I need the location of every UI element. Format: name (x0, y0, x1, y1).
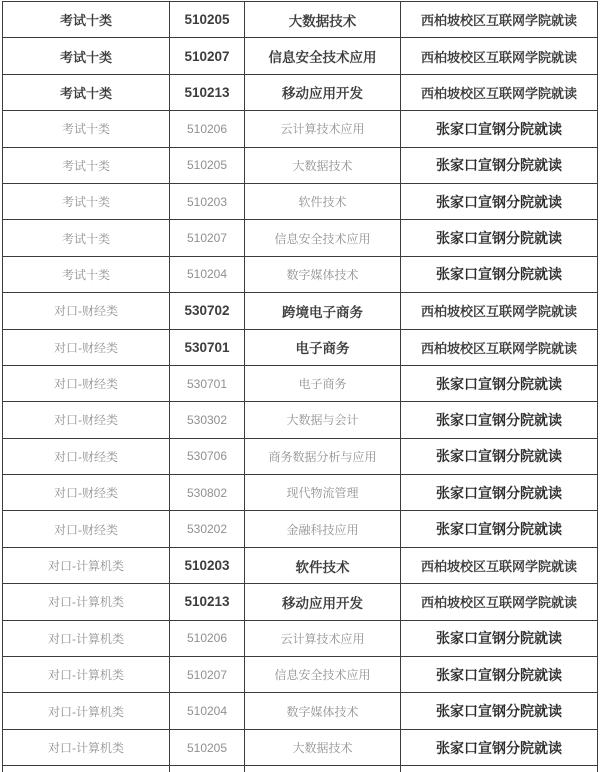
table-row (3, 256, 598, 292)
campus-cell: 西柏坡校区互联网学院就读 (401, 38, 598, 74)
campus-cell: 张家口宣钢分院就读 (401, 365, 598, 401)
majors-table (2, 1, 598, 772)
table-row (3, 329, 598, 365)
campus-cell: 张家口宣钢分院就读 (401, 438, 598, 474)
campus-cell: 张家口宣钢分院就读 (401, 475, 598, 511)
table-row (3, 475, 598, 511)
table-row (3, 365, 598, 401)
major-cell: 数字媒体技术 (245, 693, 401, 729)
category-cell: 对口-财经类 (3, 293, 170, 329)
major-cell: 商务数据分析与应用 (245, 438, 401, 474)
empty-cell (170, 766, 245, 772)
table-row (3, 511, 598, 547)
table-row (3, 547, 598, 583)
code-cell: 510205 (170, 2, 245, 38)
campus-cell: 西柏坡校区互联网学院就读 (401, 2, 598, 38)
campus-cell: 西柏坡校区互联网学院就读 (401, 584, 598, 620)
campus-cell: 张家口宣钢分院就读 (401, 402, 598, 438)
campus-cell: 张家口宣钢分院就读 (401, 220, 598, 256)
category-cell: 考试十类 (3, 220, 170, 256)
table-row (3, 729, 598, 765)
code-cell: 510213 (170, 74, 245, 110)
campus-cell: 张家口宣钢分院就读 (401, 620, 598, 656)
table-row (3, 74, 598, 110)
code-cell: 510204 (170, 693, 245, 729)
category-cell: 对口-计算机类 (3, 729, 170, 765)
major-cell: 大数据与会计 (245, 402, 401, 438)
category-cell: 对口-计算机类 (3, 547, 170, 583)
campus-cell: 西柏坡校区互联网学院就读 (401, 329, 598, 365)
code-cell: 510205 (170, 729, 245, 765)
code-cell: 510207 (170, 38, 245, 74)
table-row-partial (3, 766, 598, 772)
table-row (3, 183, 598, 219)
major-cell: 移动应用开发 (245, 74, 401, 110)
major-cell: 大数据技术 (245, 2, 401, 38)
table-row (3, 402, 598, 438)
table-row (3, 584, 598, 620)
major-cell: 电子商务 (245, 365, 401, 401)
code-cell: 510205 (170, 147, 245, 183)
major-cell: 大数据技术 (245, 729, 401, 765)
category-cell: 考试十类 (3, 111, 170, 147)
category-cell: 对口-计算机类 (3, 584, 170, 620)
campus-cell: 张家口宣钢分院就读 (401, 183, 598, 219)
table-row (3, 693, 598, 729)
table-row (3, 293, 598, 329)
campus-cell: 张家口宣钢分院就读 (401, 256, 598, 292)
category-cell: 考试十类 (3, 256, 170, 292)
campus-cell: 张家口宣钢分院就读 (401, 729, 598, 765)
code-cell: 510213 (170, 584, 245, 620)
campus-cell: 张家口宣钢分院就读 (401, 111, 598, 147)
code-cell: 510206 (170, 620, 245, 656)
campus-cell: 张家口宣钢分院就读 (401, 657, 598, 693)
category-cell: 对口-财经类 (3, 365, 170, 401)
code-cell: 530802 (170, 475, 245, 511)
category-cell: 对口-计算机类 (3, 620, 170, 656)
campus-cell: 张家口宣钢分院就读 (401, 693, 598, 729)
major-cell: 数字媒体技术 (245, 256, 401, 292)
table-row (3, 2, 598, 38)
major-cell: 云计算技术应用 (245, 111, 401, 147)
major-cell: 跨境电子商务 (245, 293, 401, 329)
code-cell: 530701 (170, 365, 245, 401)
table-row (3, 438, 598, 474)
table-row (3, 220, 598, 256)
major-cell: 软件技术 (245, 547, 401, 583)
category-cell: 对口-财经类 (3, 402, 170, 438)
major-cell: 信息安全技术应用 (245, 38, 401, 74)
category-cell: 考试十类 (3, 183, 170, 219)
code-cell: 530302 (170, 402, 245, 438)
category-cell: 对口-财经类 (3, 475, 170, 511)
majors-table-body (3, 2, 598, 772)
category-cell: 对口-财经类 (3, 329, 170, 365)
category-cell: 对口-计算机类 (3, 657, 170, 693)
code-cell: 530702 (170, 293, 245, 329)
code-cell: 510204 (170, 256, 245, 292)
major-cell: 移动应用开发 (245, 584, 401, 620)
table-row (3, 620, 598, 656)
campus-cell: 西柏坡校区互联网学院就读 (401, 547, 598, 583)
major-cell: 电子商务 (245, 329, 401, 365)
code-cell: 510203 (170, 547, 245, 583)
campus-cell: 张家口宣钢分院就读 (401, 147, 598, 183)
code-cell: 530202 (170, 511, 245, 547)
category-cell: 考试十类 (3, 38, 170, 74)
category-cell: 对口-财经类 (3, 438, 170, 474)
code-cell: 510206 (170, 111, 245, 147)
empty-cell (245, 766, 401, 772)
empty-cell (401, 766, 598, 772)
campus-cell: 张家口宣钢分院就读 (401, 511, 598, 547)
code-cell: 510207 (170, 220, 245, 256)
category-cell: 对口-计算机类 (3, 693, 170, 729)
code-cell: 530706 (170, 438, 245, 474)
code-cell: 510207 (170, 657, 245, 693)
code-cell: 530701 (170, 329, 245, 365)
major-cell: 软件技术 (245, 183, 401, 219)
category-cell: 考试十类 (3, 74, 170, 110)
category-cell: 考试十类 (3, 147, 170, 183)
major-cell: 大数据技术 (245, 147, 401, 183)
major-cell: 云计算技术应用 (245, 620, 401, 656)
category-cell: 考试十类 (3, 2, 170, 38)
major-cell: 金融科技应用 (245, 511, 401, 547)
code-cell: 510203 (170, 183, 245, 219)
table-row (3, 147, 598, 183)
campus-cell: 西柏坡校区互联网学院就读 (401, 293, 598, 329)
major-cell: 信息安全技术应用 (245, 220, 401, 256)
major-cell: 现代物流管理 (245, 475, 401, 511)
empty-cell (3, 766, 170, 772)
table-row (3, 111, 598, 147)
table-row (3, 657, 598, 693)
campus-cell: 西柏坡校区互联网学院就读 (401, 74, 598, 110)
category-cell: 对口-财经类 (3, 511, 170, 547)
table-row (3, 38, 598, 74)
major-cell: 信息安全技术应用 (245, 657, 401, 693)
